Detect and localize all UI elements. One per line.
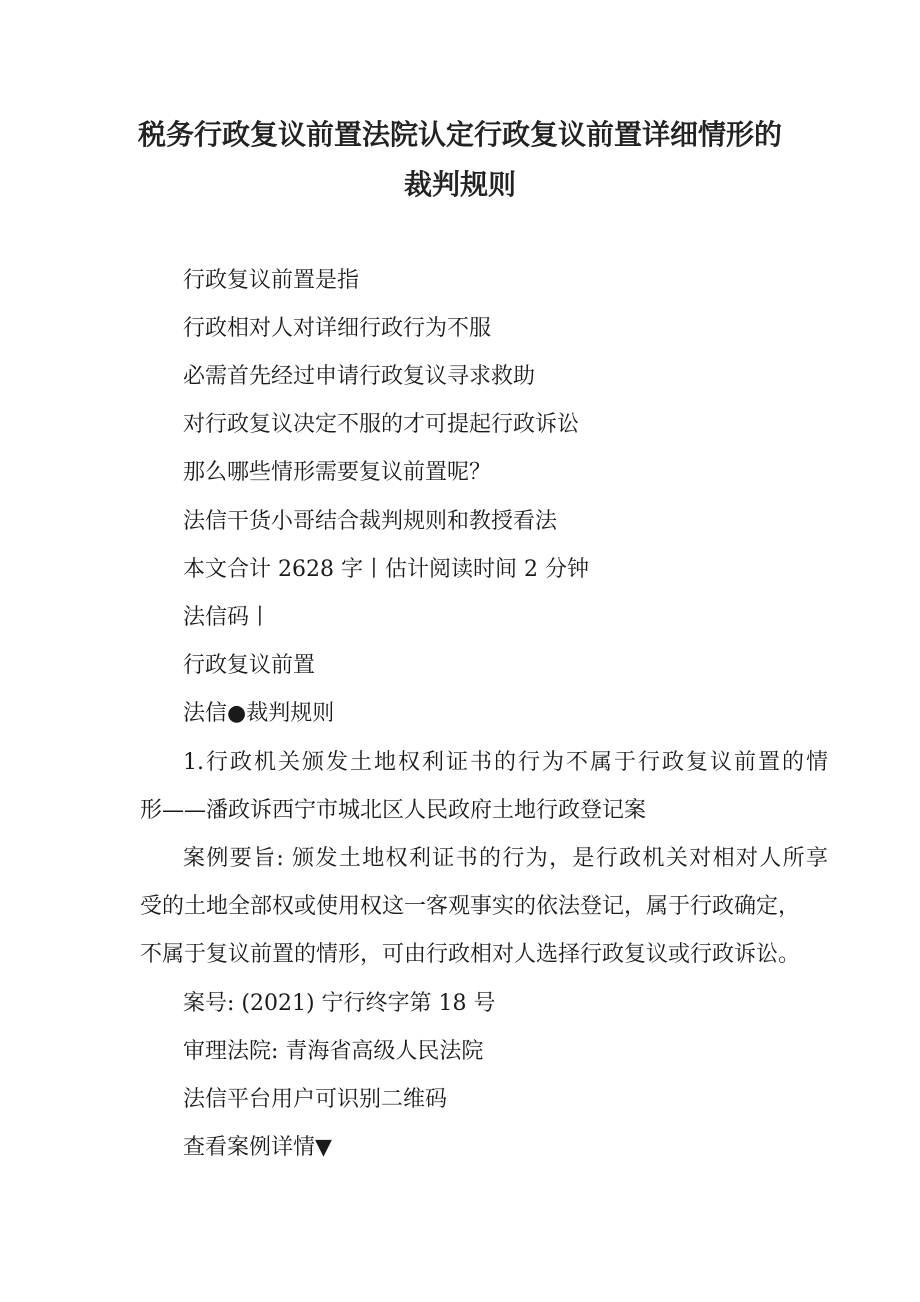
court-name: 审理法院: 青海省高级人民法院 [183, 1039, 484, 1064]
intro-line: 行政相对人对详细行政行为不服 [183, 316, 492, 341]
case-summary-line-3: 不属于复议前置的情形，可由行政相对人选择行政复议或行政诉讼。 [140, 942, 801, 967]
case-summary-line-2: 受的土地全部权或使用权这一客观事实的依法登记，属于行政确定， [140, 894, 801, 919]
case-summary-line-1: 案例要旨: 颁发土地权利证书的行为，是行政机关对相对人所享 [183, 846, 828, 871]
section-heading: 行政复议前置 [183, 653, 316, 678]
intro-line: 对行政复议决定不服的才可提起行政诉讼 [183, 412, 580, 437]
case-heading-line-2: 形——潘政诉西宁市城北区人民政府土地行政登记案 [140, 798, 647, 823]
case-heading-line-1: 1.行政机关颁发土地权利证书的行为不属于行政复议前置的情 [183, 750, 828, 775]
intro-line: 法信干货小哥结合裁判规则和教授看法 [183, 509, 558, 534]
intro-line: 行政复议前置是指 [183, 268, 360, 293]
intro-line: 法信码丨 [183, 605, 272, 630]
section-subheading: 法信●裁判规则 [183, 701, 335, 726]
reading-stats: 本文合计 2628 字丨估计阅读时间 2 分钟 [183, 557, 589, 582]
qr-note: 法信平台用户可识别二维码 [183, 1087, 448, 1112]
case-number: 案号: (2021) 宁行终字第 18 号 [183, 991, 496, 1016]
document-title-line-2: 裁判规则 [403, 168, 516, 201]
view-case-details: 查看案例详情▼ [183, 1135, 332, 1160]
document-title-line-1: 税务行政复议前置法院认定行政复议前置详细情形的 [137, 118, 782, 151]
intro-line: 必需首先经过申请行政复议寻求救助 [183, 364, 536, 389]
intro-line: 那么哪些情形需要复议前置呢？ [183, 460, 492, 485]
